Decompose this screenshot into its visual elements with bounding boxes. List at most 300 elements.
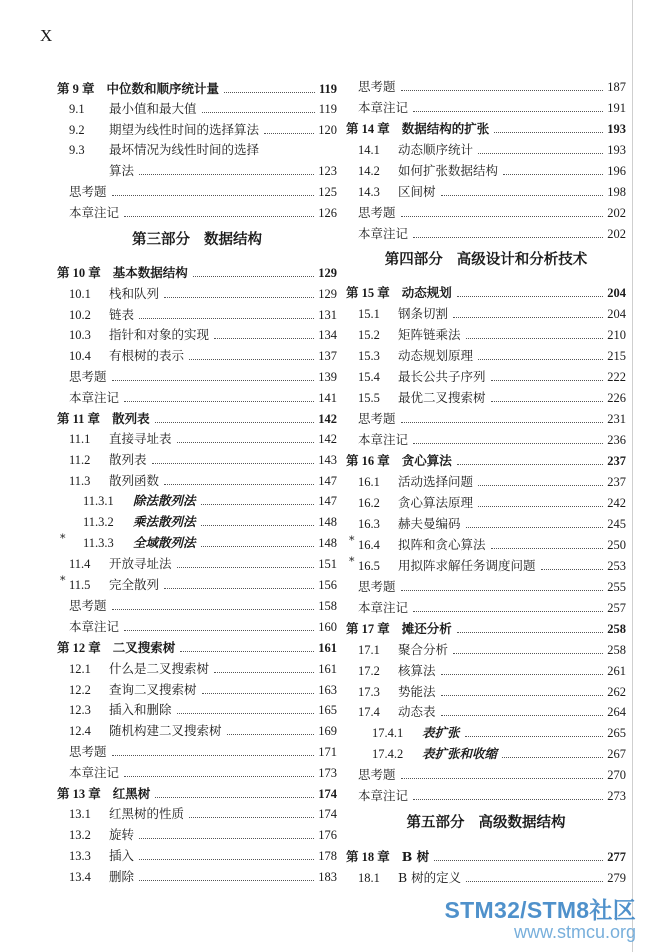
entry-page: 262 [607,685,626,699]
entry-number: 第 16 章 [346,454,390,468]
toc-misc-entry[interactable] [57,179,337,199]
entry-page: 142 [318,432,337,446]
part-label: 第三部分 [132,232,190,248]
entry-page: 119 [318,102,337,116]
leader-dots [401,422,604,423]
toc-section-entry[interactable] [346,364,626,384]
part-title: 高级数据结构 [478,815,566,831]
leader-dots [453,317,603,318]
leader-dots [413,237,603,238]
leader-dots [401,216,604,217]
entry-title: 全域散列法 [133,535,196,550]
toc-section-entry[interactable] [57,447,337,467]
toc-section-entry[interactable] [57,117,337,137]
leader-dots [264,133,314,134]
entry-page: 202 [607,227,626,241]
entry-page: 126 [318,206,337,220]
entry-number: 16.3 [358,517,380,531]
entry-title: 插入和删除 [109,702,172,717]
toc-misc-entry[interactable] [57,760,337,780]
leader-dots [441,715,604,716]
leader-dots [189,359,314,360]
entry-page: 202 [607,206,626,220]
entry-page: 237 [607,454,626,468]
entry-page: 174 [318,787,337,801]
entry-title: 核算法 [398,663,436,678]
entry-title: 动态规划 [401,285,452,300]
entry-title: 本章注记 [69,390,120,405]
entry-title: 思考题 [358,579,396,594]
leader-dots [112,609,315,610]
entry-title: 数据结构的扩张 [401,121,490,136]
entry-page: 125 [318,185,337,199]
toc-misc-entry[interactable] [346,595,626,615]
entry-page: 148 [318,536,337,550]
entry-number: 15.5 [358,391,380,405]
entry-page: 231 [607,412,626,426]
toc-section-entry[interactable] [57,551,337,571]
toc-section-entry[interactable] [346,553,626,573]
entry-number: 10.3 [69,328,91,342]
leader-dots [164,588,314,589]
entry-number: 16.1 [358,475,380,489]
watermark [445,892,636,943]
toc-section-entry[interactable] [346,343,626,363]
entry-title: 动态规划原理 [398,348,474,363]
toc-section-entry[interactable] [346,490,626,510]
leader-dots [177,713,315,714]
entry-title: 红黑树的性质 [109,806,185,821]
leader-dots [502,757,603,758]
toc-subsection-entry[interactable] [57,509,337,529]
entry-page: 158 [318,599,337,613]
entry-title: 本章注记 [358,600,409,615]
entry-title: 基本数据结构 [112,265,188,280]
toc-misc-entry[interactable] [346,74,626,94]
entry-title: 插入 [109,848,135,863]
leader-dots [152,463,315,464]
toc-section-entry[interactable] [346,137,626,157]
entry-page: 258 [607,643,626,657]
entry-number: 13.1 [69,807,91,821]
entry-title: 贪心算法 [401,453,452,468]
toc-chapter-entry[interactable] [346,616,626,636]
entry-title: 本章注记 [358,788,409,803]
toc-section-entry[interactable] [346,158,626,178]
toc-misc-entry[interactable] [57,200,337,220]
leader-dots [177,442,315,443]
entry-page: 148 [318,515,337,529]
entry-page: 237 [607,475,626,489]
entry-title: 思考题 [69,369,107,384]
toc-subsection-entry[interactable] [346,720,626,740]
entry-page: 183 [318,870,337,884]
toc-chapter-entry[interactable] [57,406,337,426]
entry-page: 245 [607,517,626,531]
entry-title: 链表 [109,307,135,322]
entry-number: 11.3.1 [83,494,114,508]
entry-number: 第 13 章 [57,787,101,801]
entry-page: 187 [607,80,626,94]
toc-section-entry[interactable] [57,468,337,488]
entry-title: 最坏情况为线性时间的选择 [109,142,260,157]
entry-number: 11.3.3 [83,536,114,550]
leader-dots [124,630,314,631]
leader-dots [494,132,603,133]
toc-chapter-entry[interactable] [346,448,626,468]
entry-title: 完全散列 [109,577,160,592]
entry-page: 193 [607,143,626,157]
entry-number: 11.3 [69,474,91,488]
toc-section-entry[interactable] [346,301,626,321]
entry-page: 161 [318,641,337,655]
toc-chapter-entry[interactable] [57,635,337,655]
toc-section-entry[interactable] [57,656,337,676]
entry-title: 栈和队列 [109,286,160,301]
entry-page: 119 [318,82,337,96]
optional-section-mark: * [349,555,355,568]
entry-title: 矩阵链乘法 [398,327,461,342]
entry-title: 什么是二叉搜索树 [109,661,210,676]
leader-dots [466,527,604,528]
toc-section-entry[interactable] [57,281,337,301]
entry-title: 删除 [109,869,135,884]
entry-page: 242 [607,496,626,510]
entry-title: 本章注记 [69,765,120,780]
toc-section-entry[interactable] [346,699,626,719]
toc-section-entry[interactable] [57,864,337,884]
entry-page: 173 [318,766,337,780]
toc-subsection-entry[interactable] [57,530,337,550]
leader-dots [201,504,315,505]
leader-dots [164,484,314,485]
entry-title: 本章注记 [358,100,409,115]
leader-dots [503,174,603,175]
toc-section-entry[interactable] [346,532,626,552]
entry-page: 193 [607,122,626,136]
entry-title: 算法 [109,163,135,178]
entry-page: 156 [318,578,337,592]
entry-number: 15.3 [358,349,380,363]
entry-page: 143 [318,453,337,467]
leader-dots [457,464,603,465]
entry-title: 直接寻址表 [109,431,172,446]
leader-dots [180,651,314,652]
entry-title: 表扩张 [422,725,460,740]
entry-title: 思考题 [358,411,396,426]
entry-title: 区间树 [398,184,436,199]
entry-page: 129 [318,287,337,301]
leader-dots [124,401,314,402]
toc-misc-entry[interactable] [57,364,337,384]
entry-number: 17.1 [358,643,380,657]
entry-title: 本章注记 [69,619,120,634]
entry-title: 聚合分析 [398,642,449,657]
entry-title: 如何扩张数据结构 [398,163,499,178]
toc-misc-entry[interactable] [346,427,626,447]
toc-section-entry[interactable] [57,572,337,592]
toc-section-entry[interactable] [57,322,337,342]
entry-number: 18.1 [358,871,380,885]
entry-title: 本章注记 [69,205,120,220]
entry-number: 9.1 [69,102,85,116]
watermark-url: www.stmcu.org [513,922,636,942]
right-margin-rule [632,0,633,952]
entry-page: 257 [607,601,626,615]
entry-page: 210 [607,328,626,342]
entry-page: 123 [318,164,337,178]
toc-misc-entry[interactable] [57,385,337,405]
toc-section-entry[interactable] [57,801,337,821]
toc-section-entry[interactable] [57,302,337,322]
toc-misc-entry[interactable] [346,783,626,803]
toc-section-entry[interactable] [346,637,626,657]
entry-page: 147 [318,494,337,508]
leader-dots [491,548,604,549]
toc-misc-entry[interactable] [346,762,626,782]
entry-number: 17.4.2 [372,747,404,761]
entry-page: 204 [607,286,626,300]
toc-section-entry[interactable] [57,677,337,697]
leader-dots [177,567,315,568]
entry-title: 乘法散列法 [133,514,196,529]
leader-dots [491,380,604,381]
entry-page: 198 [607,185,626,199]
entry-page: 151 [318,557,337,571]
toc-misc-entry[interactable] [346,406,626,426]
toc-section-entry[interactable] [346,511,626,531]
toc-chapter-entry[interactable] [57,76,337,96]
entry-number: 17.4 [358,705,380,719]
entry-number: 17.4.1 [372,726,404,740]
leader-dots [112,380,315,381]
leader-dots [139,859,314,860]
leader-dots [112,195,315,196]
entry-number: 第 11 章 [57,412,101,426]
entry-page: 169 [318,724,337,738]
leader-dots [224,92,315,93]
leader-dots [139,880,314,881]
entry-page: 196 [607,164,626,178]
entry-page: 264 [607,705,626,719]
toc-chapter-entry[interactable] [346,844,626,864]
part-title: 数据结构 [204,232,262,248]
toc-misc-entry[interactable] [57,593,337,613]
toc-misc-entry[interactable] [57,614,337,634]
toc-subsection-entry[interactable] [346,741,626,761]
entry-title: 查询二叉搜索树 [109,682,197,697]
entry-number: 17.3 [358,685,380,699]
leader-dots [139,318,314,319]
entry-number: 16.2 [358,496,380,510]
entry-number: 11.5 [69,578,91,592]
leader-dots [155,422,315,423]
entry-number: 第 12 章 [57,641,101,655]
entry-number: 10.1 [69,287,91,301]
entry-page: 191 [607,101,626,115]
entry-title: 期望为线性时间的选择算法 [109,122,260,137]
entry-title: 散列表 [112,411,150,426]
optional-section-mark: * [60,574,66,587]
entry-page: 265 [607,726,626,740]
toc-section-entry[interactable] [346,865,626,885]
entry-title: 中位数和顺序统计量 [106,81,220,96]
entry-page: 255 [607,580,626,594]
leader-dots [201,525,315,526]
entry-title: 红黑树 [112,786,151,801]
entry-number: 14.3 [358,185,380,199]
leader-dots [441,195,604,196]
leader-dots [214,672,314,673]
entry-title: 随机构建二叉搜索树 [109,723,222,738]
toc-section-entry[interactable] [346,179,626,199]
toc-misc-entry[interactable] [346,200,626,220]
entry-number: 9.2 [69,123,85,137]
entry-title: 二叉搜索树 [112,640,176,655]
entry-number: 12.2 [69,683,91,697]
part-title: 高级设计和分析技术 [456,252,588,268]
entry-number: 12.1 [69,662,91,676]
entry-title: 指针和对象的实现 [109,327,210,342]
toc-section-entry[interactable] [57,96,337,116]
entry-title: 最长公共子序列 [398,369,486,384]
entry-page: 161 [318,662,337,676]
entry-page: 165 [318,703,337,717]
entry-number: 11.3.2 [83,515,114,529]
toc-misc-entry[interactable] [57,739,337,759]
entry-number: 第 10 章 [57,266,101,280]
leader-dots [401,90,604,91]
entry-page: 176 [318,828,337,842]
entry-page: 273 [607,789,626,803]
entry-page: 236 [607,433,626,447]
entry-page: 147 [318,474,337,488]
toc-chapter-entry[interactable] [346,280,626,300]
leader-dots [441,695,604,696]
toc-section-entry[interactable] [57,843,337,863]
leader-dots [155,797,314,798]
entry-title: 动态表 [398,704,436,719]
entry-number: 12.3 [69,703,91,717]
entry-page: 253 [607,559,626,573]
toc-misc-entry[interactable] [346,95,626,115]
entry-title: 摊还分析 [401,621,452,636]
entry-title: 除法散列法 [133,493,196,508]
entry-title: 最优二叉搜索树 [398,390,486,405]
entry-page: 261 [607,664,626,678]
toc-section-entry[interactable] [57,718,337,738]
entry-title: 散列表 [109,452,147,467]
toc-misc-entry[interactable] [346,574,626,594]
entry-title: B 树的定义 [398,870,462,885]
entry-title: 本章注记 [358,226,409,241]
entry-page: 279 [607,871,626,885]
leader-dots [478,506,603,507]
entry-page: 267 [607,747,626,761]
entry-number: 14.1 [358,143,380,157]
entry-page: 163 [318,683,337,697]
leader-dots [201,546,315,547]
entry-page: 277 [607,850,626,864]
entry-number: 第 15 章 [346,286,390,300]
toc-section-entry[interactable] [346,658,626,678]
toc-section-entry[interactable] [346,385,626,405]
leader-dots [413,443,603,444]
toc-section-entry[interactable] [57,343,337,363]
leader-dots [465,736,604,737]
toc-chapter-entry[interactable] [346,116,626,136]
entry-title: 表扩张和收缩 [422,746,498,761]
leader-dots [139,838,314,839]
leader-dots [193,276,314,277]
entry-page: 142 [318,412,337,426]
toc-section-entry[interactable] [57,426,337,446]
entry-title: 本章注记 [358,432,409,447]
toc-subsection-entry[interactable] [57,488,337,508]
leader-dots [139,174,314,175]
entry-page: 120 [318,123,337,137]
entry-page: 178 [318,849,337,863]
leader-dots [214,338,314,339]
leader-dots [227,734,315,735]
entry-title: 贪心算法原理 [398,495,474,510]
entry-title: 有根树的表示 [109,348,185,363]
entry-page: 258 [607,622,626,636]
leader-dots [457,632,603,633]
toc-continuation-entry[interactable] [57,158,337,178]
leader-dots [413,111,603,112]
entry-title: 思考题 [69,598,107,613]
toc-section-entry[interactable] [57,822,337,842]
entry-number: 13.4 [69,870,91,884]
leader-dots [164,297,314,298]
entry-title: 拟阵和贪心算法 [398,537,486,552]
leader-dots [124,776,314,777]
leader-dots [478,485,603,486]
entry-page: 131 [318,308,337,322]
toc-section-entry[interactable] [346,679,626,699]
toc-chapter-entry[interactable] [57,260,337,280]
entry-title: 思考题 [358,79,396,94]
leader-dots [453,653,603,654]
leader-dots [434,860,603,861]
toc-section-entry[interactable] [346,322,626,342]
entry-number: 10.2 [69,308,91,322]
entry-title: 势能法 [398,684,436,699]
leader-dots [189,817,314,818]
entry-title: B 树 [401,849,430,864]
watermark-title: STM32/STM8社区 [444,897,636,923]
entry-number: 第 14 章 [346,122,390,136]
entry-title: 思考题 [358,205,396,220]
entry-page: 222 [607,370,626,384]
entry-title: 钢条切割 [398,306,449,321]
toc-section-entry[interactable] [346,469,626,489]
entry-number: 15.2 [358,328,380,342]
leader-dots [541,569,604,570]
toc-section-entry[interactable] [57,137,337,157]
leader-dots [112,755,315,756]
entry-number: 15.1 [358,307,380,321]
leader-dots [401,590,604,591]
toc-chapter-entry[interactable] [57,781,337,801]
entry-title: 活动选择问题 [398,474,474,489]
toc-misc-entry[interactable] [346,221,626,241]
leader-dots [413,799,603,800]
leader-dots [441,674,604,675]
toc-section-entry[interactable] [57,697,337,717]
leader-dots [466,881,603,882]
